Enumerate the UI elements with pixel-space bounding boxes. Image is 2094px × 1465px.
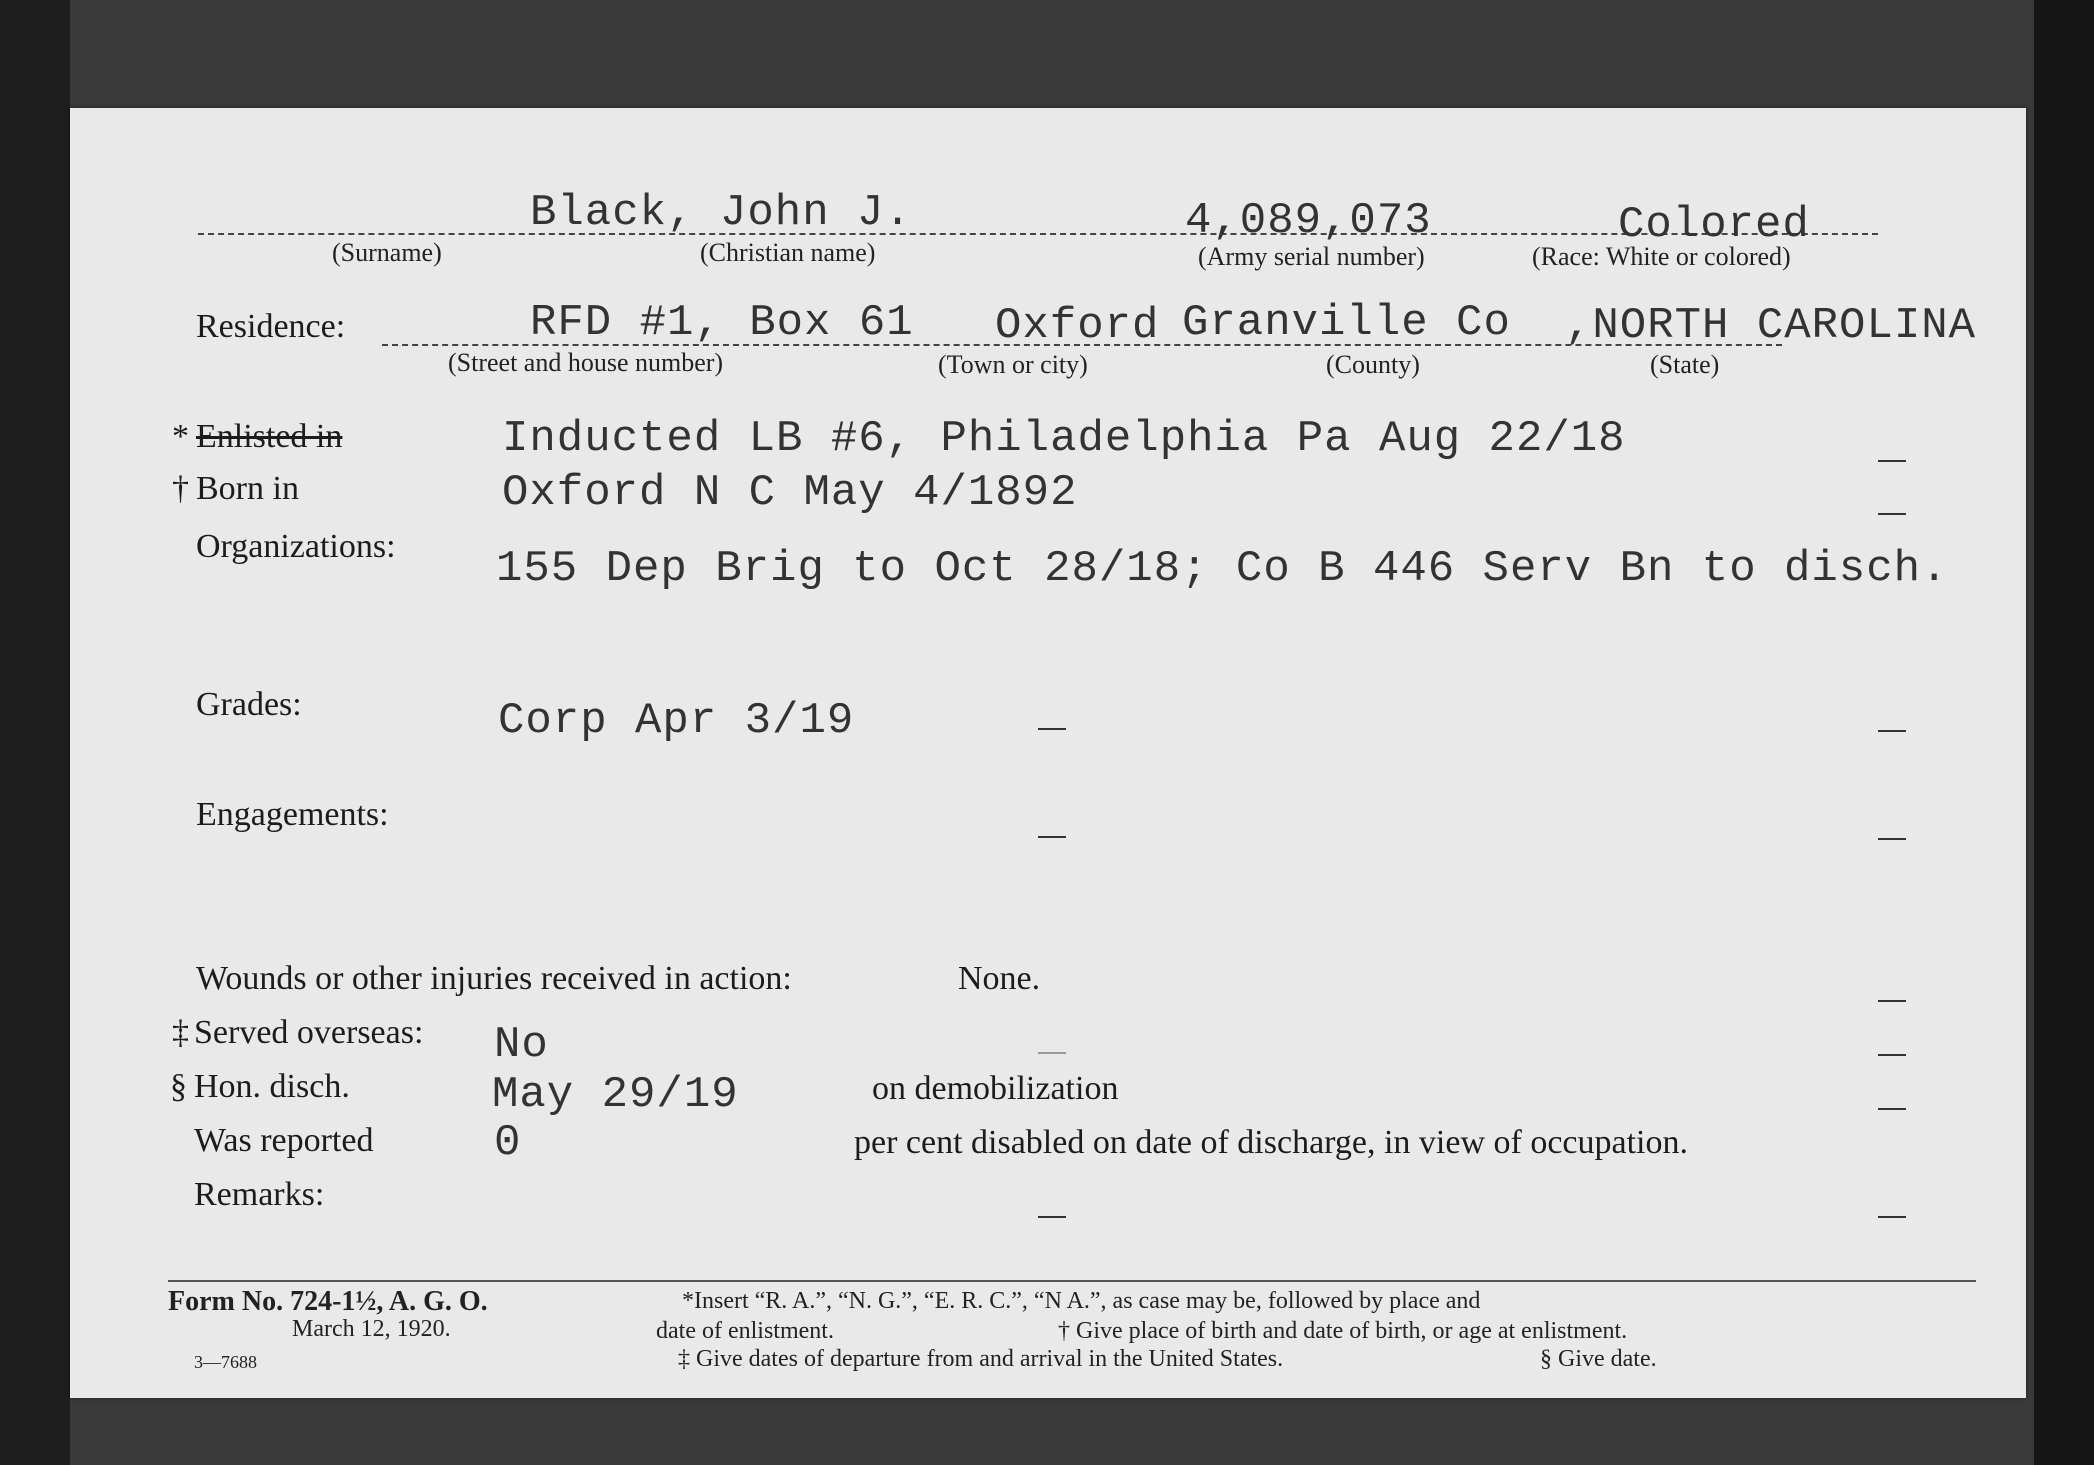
form-date: March 12, 1920.	[292, 1316, 451, 1342]
overseas-value: No	[494, 1020, 549, 1070]
hon-disch-dash	[1878, 1108, 1906, 1110]
enlisted-label: Enlisted in	[196, 418, 343, 455]
reported-label: Was reported	[194, 1122, 374, 1159]
footnote-disch: § Give date.	[1540, 1346, 1657, 1372]
overseas-label: Served overseas:	[194, 1014, 424, 1051]
surname-caption: (Surname)	[332, 238, 442, 267]
born-mark: †	[172, 470, 189, 507]
footnote-insert: *Insert “R. A.”, “N. G.”, “E. R. C.”, “N A.”, as case may be, followed by place and	[682, 1288, 1481, 1314]
overseas-dash-middle	[1038, 1052, 1066, 1054]
reported-suffix: per cent disabled on date of discharge, in view of occupation.	[854, 1124, 1688, 1161]
form-number: Form No. 724-1½, A. G. O.	[168, 1286, 488, 1317]
hon-disch-mark: §	[170, 1068, 187, 1105]
wounds-label: Wounds or other injuries received in action:	[196, 960, 792, 997]
footer-rule	[168, 1280, 1976, 1282]
residence-street-value: RFD #1, Box 61	[530, 298, 914, 348]
print-code: 3—7688	[194, 1352, 257, 1372]
grades-value: Corp Apr 3/19	[498, 696, 855, 746]
residence-state-value: ,NORTH CAROLINA	[1565, 301, 1977, 351]
residence-street-caption: (Street and house number)	[448, 348, 724, 377]
grades-dash-middle	[1038, 728, 1066, 730]
overseas-dash-right	[1878, 1054, 1906, 1056]
residence-county-value: Granville Co	[1182, 298, 1511, 348]
race-value: Colored	[1618, 200, 1810, 250]
remarks-dash-right	[1878, 1216, 1906, 1218]
wounds-value: None.	[958, 960, 1041, 997]
christian-name-caption: (Christian name)	[700, 238, 876, 267]
born-value: Oxford N C May 4/1892	[502, 468, 1078, 518]
residence-county-caption: (County)	[1326, 350, 1420, 379]
footnote-insert-cont: date of enlistment.	[656, 1318, 834, 1344]
residence-state-caption: (State)	[1650, 350, 1720, 379]
residence-town-caption: (Town or city)	[938, 350, 1088, 379]
service-record-card	[70, 108, 2026, 1398]
christian-name-value: John J.	[720, 188, 912, 238]
hon-disch-suffix: on demobilization	[872, 1070, 1119, 1107]
engagements-dash-right	[1878, 838, 1906, 840]
organizations-value: 155 Dep Brig to Oct 28/18; Co B 446 Serv Bn to disch.	[496, 544, 1949, 594]
born-label: Born in	[196, 470, 299, 507]
engagements-dash-middle	[1038, 836, 1066, 838]
footnote-born: † Give place of birth and date of birth, or age at enlistment.	[1058, 1318, 1628, 1344]
scan-border-left	[0, 0, 70, 1465]
grades-dash-right	[1878, 730, 1906, 732]
enlisted-value: Inducted LB #6, Philadelphia Pa Aug 22/18	[502, 414, 1626, 464]
residence-label: Residence:	[196, 308, 346, 345]
serial-number-caption: (Army serial number)	[1198, 242, 1425, 271]
serial-number-value: 4,089,073	[1185, 196, 1432, 246]
engagements-label: Engagements:	[196, 796, 389, 833]
surname-value: Black,	[530, 188, 695, 238]
wounds-dash	[1878, 1000, 1906, 1002]
remarks-label: Remarks:	[194, 1176, 325, 1213]
hon-disch-label: Hon. disch.	[194, 1068, 350, 1105]
enlisted-dash	[1878, 460, 1906, 462]
organizations-label: Organizations:	[196, 528, 396, 565]
grades-label: Grades:	[196, 686, 302, 723]
footnote-overseas: ‡ Give dates of departure from and arrival in the United States.	[678, 1346, 1284, 1372]
scan-border-right	[2034, 0, 2094, 1465]
overseas-mark: ‡	[172, 1014, 189, 1051]
race-caption: (Race: White or colored)	[1532, 242, 1791, 271]
residence-town-value: Oxford	[995, 301, 1160, 351]
reported-value: 0	[494, 1118, 522, 1168]
hon-disch-value: May 29/19	[492, 1070, 739, 1120]
born-dash	[1878, 513, 1906, 515]
remarks-dash-middle	[1038, 1216, 1066, 1218]
enlisted-mark: *	[172, 418, 189, 455]
